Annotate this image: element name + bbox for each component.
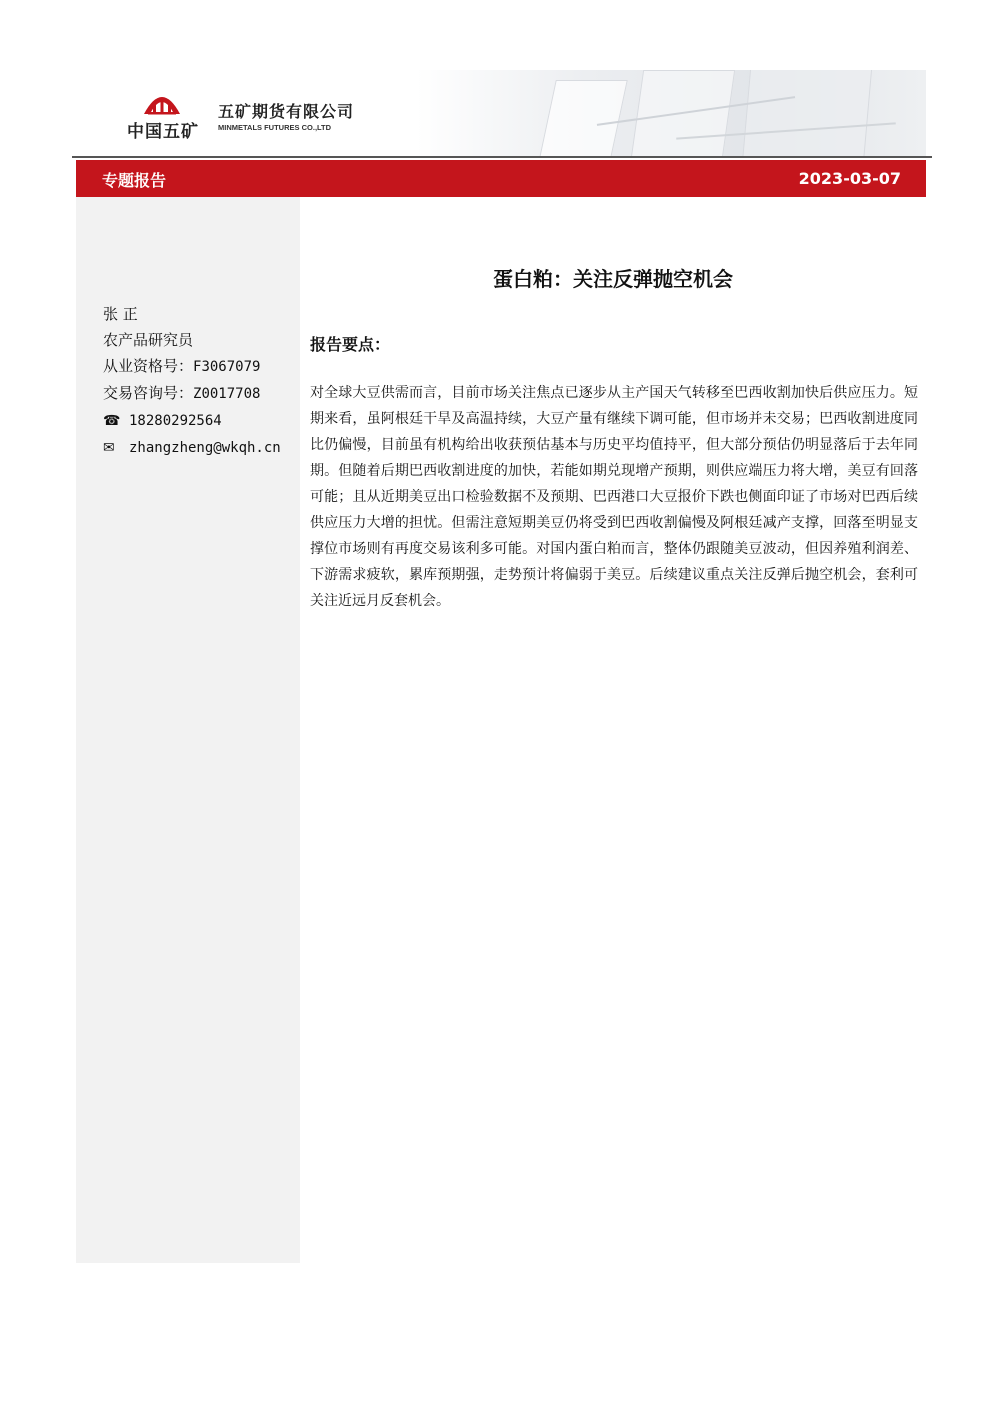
email-line — [103, 434, 281, 461]
license-value: F3067079 — [193, 359, 261, 375]
mail-icon: ✉ — [103, 440, 115, 456]
report-title-text: 蛋白粕：关注反弹抛空机会 — [493, 267, 733, 291]
phone-icon: ☎ — [103, 413, 121, 429]
consult-label: 交易咨询号： — [103, 384, 194, 402]
license-label: 从业资格号： — [103, 357, 194, 375]
building-graphic — [741, 70, 873, 156]
phone-number: 18280292564 — [129, 413, 222, 429]
report-summary: 对全球大豆供需而言，目前市场关注焦点已逐步从主产国天气转移至巴西收割加快后供应压力。短期来看，虽阿根廷干旱及高温持续，大豆产量有继续下调可能，但市场并未交易；巴西收割进度同比仍偏慢，目前虽有机构给出收获预估基本与历史平均值持平，但大部分预估仍明显落后于去年同期。但随着后期巴西收割进度的加快，若能如期兑现增产预期，则供应端压力将大增，美豆有回落可能；且从近期美豆出口检验数据不及预期、巴西港口大豆报价下跌也侧面印证了市场对巴西后续供应压力大增的担忧。但需注意短期美豆仍将受到巴西收割偏慢及阿根廷减产支撑，回落至明显支撑位市场则有再度交易该利多可能。对国内蛋白粕而言，整体仍跟随美豆波动，但因养殖利润差、下游需求疲软，累库预期强，走势预计将偏弱于美豆。后续建议重点关注反弹后抛空机会，套利可关注近远月反套机会。 — [310, 385, 918, 609]
section-heading: 报告要点： — [310, 335, 391, 354]
company-name-en: MINMETALS FUTURES CO.,LTD — [218, 123, 332, 132]
company-name-cn: 五矿期货有限公司 — [218, 102, 355, 121]
report-type: 专题报告 — [102, 171, 167, 190]
consult-value: Z0017708 — [193, 386, 261, 402]
email-address[interactable]: zhangzheng@wkqh.cn — [129, 440, 281, 456]
author-role: 农产品研究员 — [103, 331, 194, 349]
consult-number — [103, 380, 281, 407]
report-title — [300, 263, 926, 292]
license-number — [103, 353, 281, 380]
header-divider — [72, 156, 932, 158]
author-info — [103, 301, 281, 461]
company-logo — [118, 86, 208, 146]
report-banner — [76, 160, 926, 197]
phone-line — [103, 407, 281, 434]
author-name: 张 正 — [103, 305, 138, 323]
logo-text: 中国五矿 — [127, 122, 199, 142]
report-date: 2023-03-07 — [798, 169, 901, 188]
building-graphic — [536, 80, 628, 156]
minmetals-logo-icon — [140, 86, 184, 116]
author-sidebar — [76, 197, 300, 1263]
company-name — [218, 99, 354, 132]
